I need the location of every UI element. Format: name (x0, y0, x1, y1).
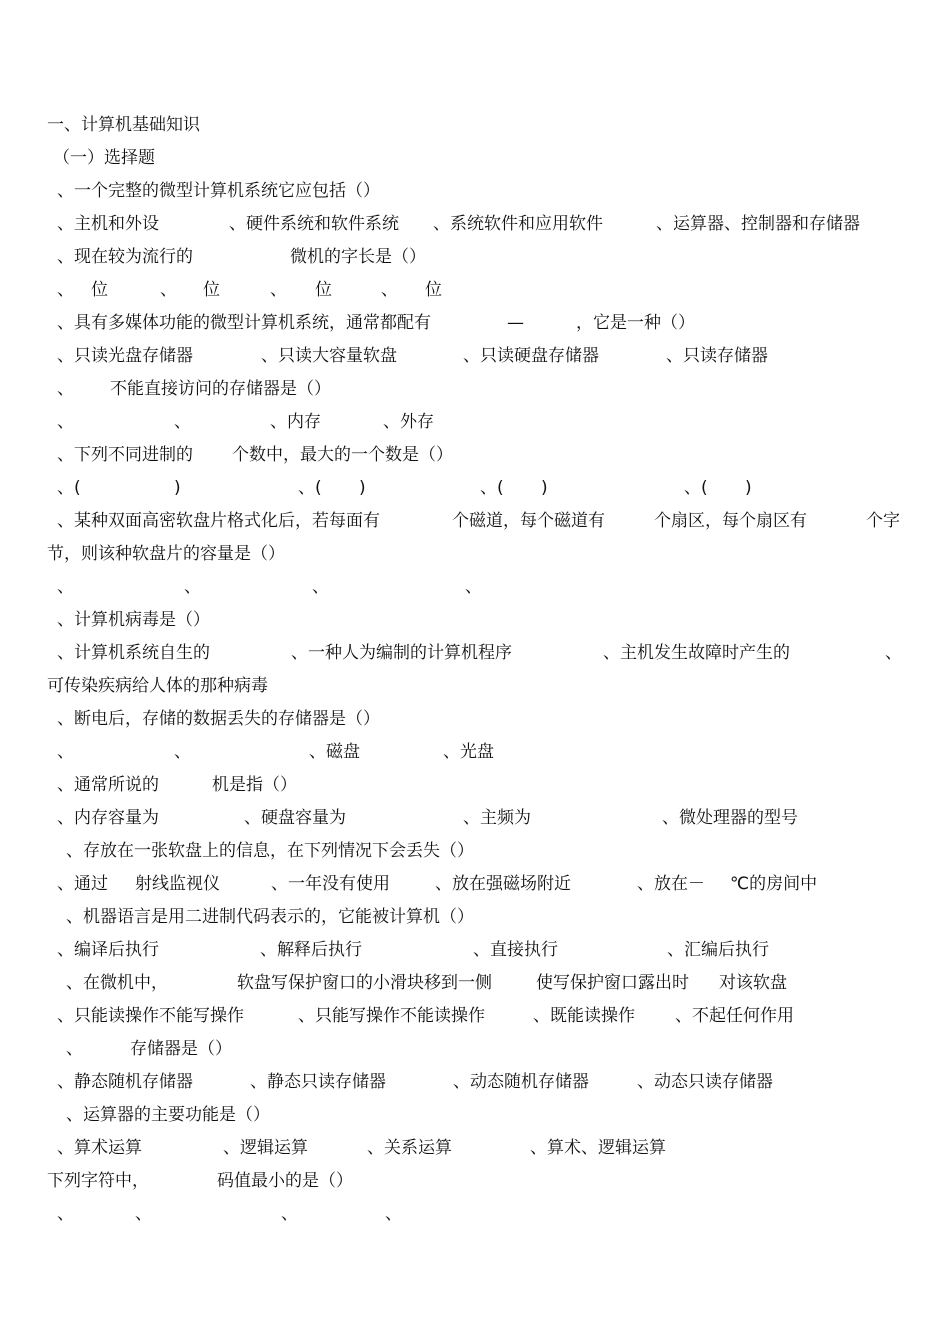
text-segment: ℃的房间中 (730, 874, 818, 894)
text-line (0, 802, 950, 835)
text-line (0, 505, 950, 538)
text-segment: 、 (174, 742, 191, 762)
text-segment: ) (359, 478, 366, 498)
text-line (0, 406, 950, 439)
text-segment: 、 (184, 577, 201, 597)
text-line (0, 538, 950, 571)
text-line (0, 1165, 950, 1198)
text-segment: 、算术、逻辑运算 (530, 1138, 666, 1158)
text-line (0, 934, 950, 967)
text-segment: 不能直接访问的存储器是（） (110, 379, 331, 399)
text-line (0, 340, 950, 373)
text-segment: 、 (312, 577, 329, 597)
text-segment: 、主机和外设 (57, 214, 159, 234)
text-line (0, 109, 950, 142)
text-segment: 、断电后，存储的数据丢失的存储器是（） (57, 709, 380, 729)
text-segment: 、只读硬盘存储器 (463, 346, 599, 366)
text-segment: 、解释后执行 (260, 940, 362, 960)
text-segment: 、( (298, 478, 322, 498)
text-line (0, 373, 950, 406)
text-line (0, 472, 950, 505)
text-segment: ，它是一种（） (576, 313, 695, 333)
text-line (0, 967, 950, 1000)
text-segment: 、( (480, 478, 504, 498)
text-segment: 一、计算机基础知识 (47, 115, 200, 135)
text-segment: 、 (885, 643, 902, 663)
text-segment: 、计算机病毒是（） (57, 610, 210, 630)
text-segment: 、运算器的主要功能是（） (66, 1105, 270, 1125)
text-segment: 、 (381, 280, 398, 300)
text-segment: 对该软盘 (719, 973, 787, 993)
text-segment: 、一个完整的微型计算机系统它应包括（） (57, 181, 380, 201)
text-segment: 、在微机中， (66, 973, 168, 993)
text-segment: 、 (281, 1204, 298, 1224)
text-segment: （一）选择题 (53, 148, 155, 168)
text-line (0, 868, 950, 901)
text-line (0, 604, 950, 637)
text-segment: 、 (385, 1204, 402, 1224)
text-line (0, 1033, 950, 1066)
text-segment: 、算术运算 (57, 1138, 142, 1158)
text-segment: — (507, 313, 524, 333)
text-segment: 、只读光盘存储器 (57, 346, 193, 366)
text-segment: 节，则该种软盘片的容量是（） (47, 544, 285, 564)
text-segment: 、一年没有使用 (271, 874, 390, 894)
text-segment: 、汇编后执行 (667, 940, 769, 960)
text-line (0, 208, 950, 241)
text-segment: 、静态随机存储器 (57, 1072, 193, 1092)
text-segment: 、下列不同进制的 (57, 445, 193, 465)
text-segment: 、( (57, 478, 81, 498)
text-segment: 、运算器、控制器和存储器 (656, 214, 860, 234)
text-segment: 、 (66, 1039, 83, 1059)
text-segment: 、编译后执行 (57, 940, 159, 960)
text-line (0, 1198, 950, 1231)
text-segment: ) (541, 478, 548, 498)
text-segment: 、 (57, 1204, 74, 1224)
text-segment: 位 (315, 280, 332, 300)
text-segment: 个磁道，每个磁道有 (452, 511, 605, 531)
text-segment: 、只读存储器 (666, 346, 768, 366)
text-segment: 、 (174, 412, 191, 432)
text-line (0, 670, 950, 703)
text-segment: 可传染疾病给人体的那种病毒 (47, 676, 268, 696)
text-segment: 存储器是（） (130, 1039, 232, 1059)
text-segment: 使写保护窗口露出时 (536, 973, 689, 993)
text-segment: 、既能读操作 (533, 1006, 635, 1026)
text-line (0, 241, 950, 274)
text-segment: 、计算机系统自生的 (57, 643, 210, 663)
text-segment: 微机的字长是（） (290, 247, 426, 267)
text-line (0, 1000, 950, 1033)
text-segment: 、内存 (270, 412, 321, 432)
text-segment: 软盘写保护窗口的小滑块移到一侧 (237, 973, 492, 993)
text-segment: 个数中，最大的一个数是（） (232, 445, 453, 465)
text-line (0, 1132, 950, 1165)
text-segment: 、动态随机存储器 (453, 1072, 589, 1092)
text-segment: 、 (57, 412, 74, 432)
text-segment: 、一种人为编制的计算机程序 (291, 643, 512, 663)
text-segment: 、关系运算 (367, 1138, 452, 1158)
text-segment: 机是指（） (212, 775, 297, 795)
text-segment: 、 (57, 742, 74, 762)
text-segment: 、光盘 (443, 742, 494, 762)
text-segment: 、某种双面高密软盘片格式化后，若每面有 (57, 511, 380, 531)
text-segment: 码值最小的是（） (217, 1171, 353, 1191)
text-segment: 、 (270, 280, 287, 300)
text-line (0, 769, 950, 802)
text-segment: 位 (203, 280, 220, 300)
text-segment: 、( (684, 478, 708, 498)
text-segment: 、 (160, 280, 177, 300)
text-segment: 、外存 (383, 412, 434, 432)
text-segment: 、硬盘容量为 (244, 808, 346, 828)
text-line (0, 274, 950, 307)
text-segment: 、 (465, 577, 482, 597)
text-segment: 、通过 (57, 874, 108, 894)
text-segment: 、内存容量为 (57, 808, 159, 828)
text-line (0, 703, 950, 736)
text-segment: 、不起任何作用 (675, 1006, 794, 1026)
text-segment: 、 (57, 280, 74, 300)
text-line (0, 307, 950, 340)
text-segment: 下列字符中， (47, 1171, 149, 1191)
text-segment: ) (174, 478, 181, 498)
text-segment: 、 (57, 577, 74, 597)
text-segment: 、静态只读存储器 (250, 1072, 386, 1092)
text-line (0, 439, 950, 472)
text-segment: 、主频为 (463, 808, 531, 828)
text-segment: 、 (135, 1204, 152, 1224)
text-segment: 、硬件系统和软件系统 (229, 214, 399, 234)
text-segment: 、直接执行 (473, 940, 558, 960)
text-line (0, 835, 950, 868)
text-segment: 、磁盘 (309, 742, 360, 762)
text-segment: 、主机发生故障时产生的 (603, 643, 790, 663)
text-segment: 、放在强磁场附近 (435, 874, 571, 894)
text-segment: 个字 (866, 511, 900, 531)
text-segment: 位 (425, 280, 442, 300)
text-line (0, 736, 950, 769)
text-line (0, 175, 950, 208)
text-line (0, 637, 950, 670)
text-segment: 、系统软件和应用软件 (433, 214, 603, 234)
text-line (0, 142, 950, 175)
text-segment: 、只能写操作不能读操作 (298, 1006, 485, 1026)
text-line (0, 571, 950, 604)
text-line (0, 901, 950, 934)
text-segment: 、现在较为流行的 (57, 247, 193, 267)
text-segment: 射线监视仪 (135, 874, 220, 894)
text-line (0, 1066, 950, 1099)
text-segment: 位 (91, 280, 108, 300)
text-segment: 、存放在一张软盘上的信息，在下列情况下会丢失（） (66, 841, 474, 861)
text-segment: 、动态只读存储器 (637, 1072, 773, 1092)
text-segment: 、 (57, 379, 74, 399)
text-segment: 、通常所说的 (57, 775, 159, 795)
text-segment: 、只读大容量软盘 (261, 346, 397, 366)
text-segment: 、具有多媒体功能的微型计算机系统，通常都配有 (57, 313, 431, 333)
text-segment: 、逻辑运算 (223, 1138, 308, 1158)
text-segment: 、放在－ (637, 874, 705, 894)
text-segment: 、机器语言是用二进制代码表示的，它能被计算机（） (66, 907, 474, 927)
text-segment: 、微处理器的型号 (662, 808, 798, 828)
text-line (0, 1099, 950, 1132)
text-segment: ) (745, 478, 752, 498)
text-segment: 、只能读操作不能写操作 (57, 1006, 244, 1026)
text-segment: 个扇区，每个扇区有 (654, 511, 807, 531)
